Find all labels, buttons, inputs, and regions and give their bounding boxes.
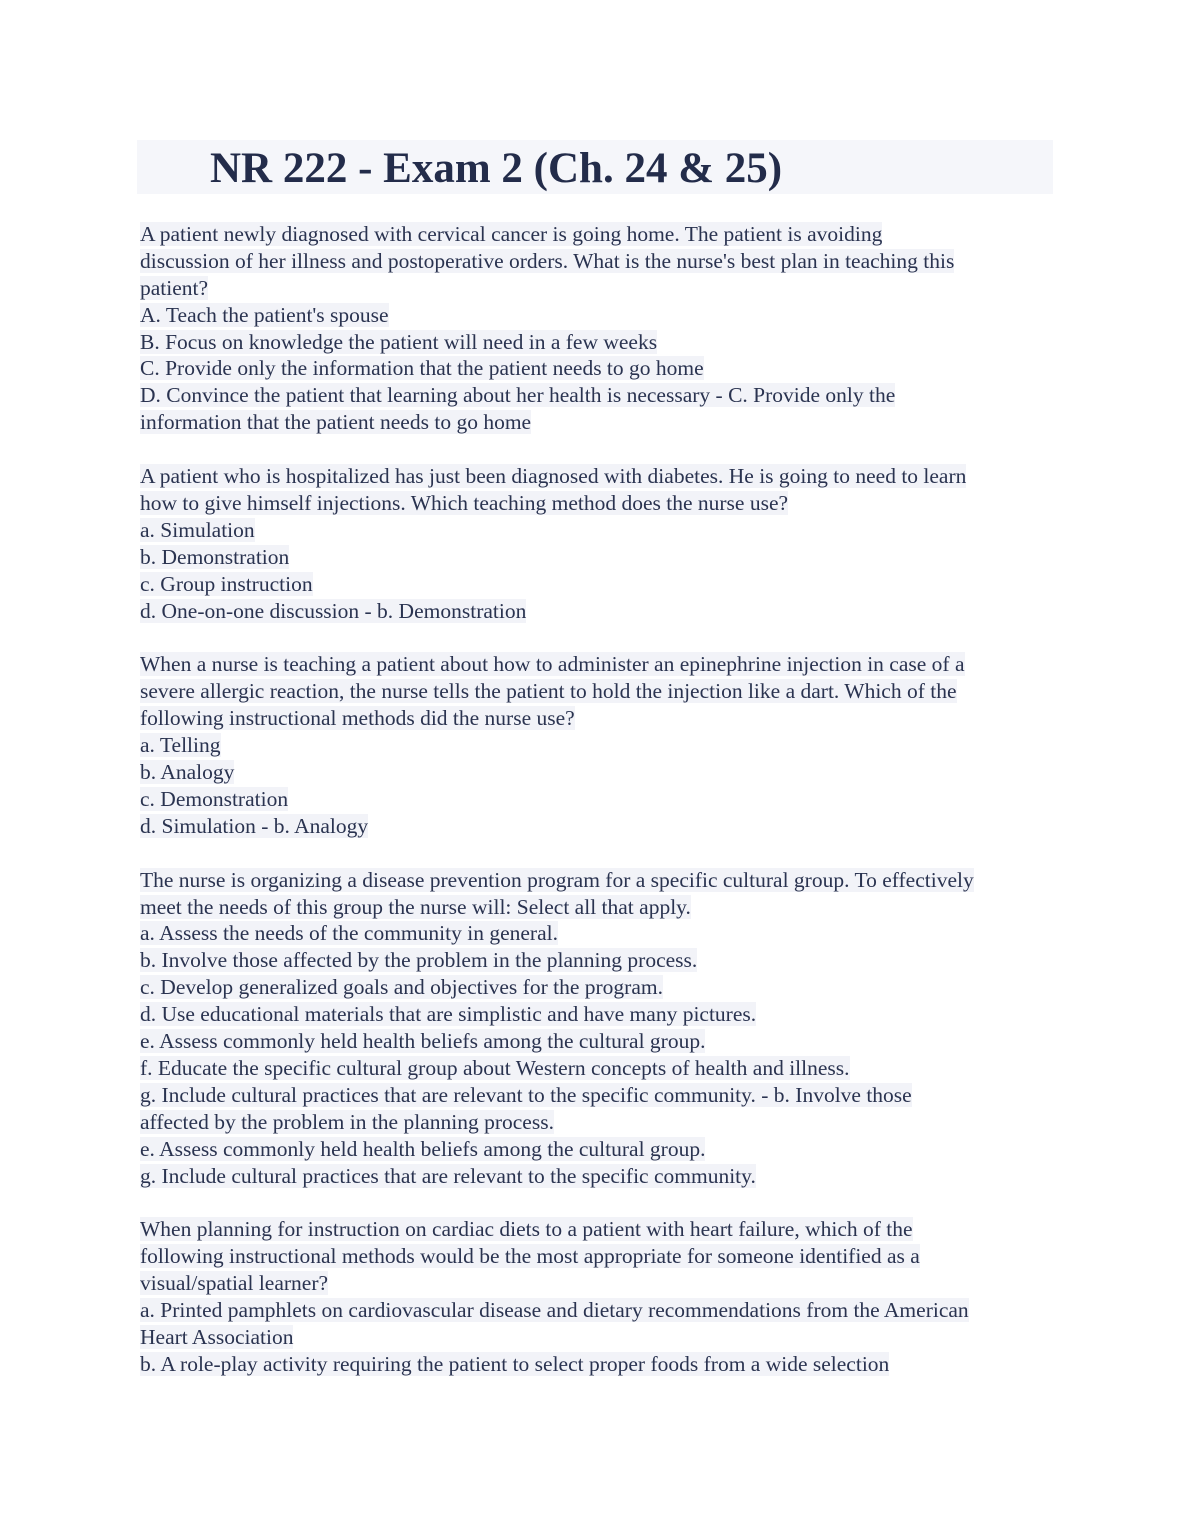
text-line: discussion of her illness and postoperative orders. What is the nurse's best plan in teaching this [140,248,955,273]
text-line: c. Group instruction [140,571,313,596]
page-title: NR 222 - Exam 2 (Ch. 24 & 25) [210,145,783,192]
text-line: e. Assess commonly held health beliefs among the cultural group. [140,1136,706,1161]
text-line: visual/spatial learner? [140,1271,329,1296]
text-line: g. Include cultural practices that are relevant to the specific community. - b. Involve those [140,1082,912,1107]
text-line: The nurse is organizing a disease prevention program for a specific cultural group. To effectively [140,867,974,892]
text-line: A. Teach the patient's spouse [140,302,389,327]
text-line: following instructional methods did the nurse use? [140,706,575,731]
text-line: b. A role-play activity requiring the patient to select proper foods from a wide selection [140,1351,890,1376]
question-block [140,651,1060,839]
question-block [140,1216,1060,1377]
text-line: C. Provide only the information that the patient needs to go home [140,356,704,381]
question-block [140,463,1060,624]
text-line: information that the patient needs to go home [140,410,532,435]
text-line: f. Educate the specific cultural group about Western concepts of health and illness. [140,1055,850,1080]
text-line: Heart Association [140,1324,294,1349]
document-body [140,221,1060,1405]
text-line: b. Analogy [140,760,235,785]
text-line: following instructional methods would be the most appropriate for someone identified as a [140,1244,920,1269]
text-line: A patient newly diagnosed with cervical cancer is going home. The patient is avoiding [140,222,883,246]
text-line: b. Demonstration [140,544,290,569]
text-line: c. Demonstration [140,786,289,811]
text-line: severe allergic reaction, the nurse tells the patient to hold the injection like a dart. Which of the [140,679,957,704]
text-line: g. Include cultural practices that are relevant to the specific community. [140,1163,756,1188]
text-line: When planning for instruction on cardiac diets to a patient with heart failure, which of the [140,1217,913,1242]
text-line: e. Assess commonly held health beliefs among the cultural group. [140,1029,706,1054]
text-line: a. Printed pamphlets on cardiovascular disease and dietary recommendations from the American [140,1298,969,1323]
text-line: d. Simulation - b. Analogy [140,813,369,838]
text-line: how to give himself injections. Which teaching method does the nurse use? [140,491,789,516]
text-line: D. Convince the patient that learning about her health is necessary - C. Provide only the [140,383,896,408]
question-block [140,867,1060,1190]
text-line: B. Focus on knowledge the patient will need in a few weeks [140,329,658,354]
text-line: d. Use educational materials that are simplistic and have many pictures. [140,1002,757,1027]
text-line: b. Involve those affected by the problem in the planning process. [140,948,698,973]
text-line: affected by the problem in the planning process. [140,1109,554,1134]
question-block [140,221,1060,436]
text-line: a. Simulation [140,517,255,542]
text-line: meet the needs of this group the nurse will: Select all that apply. [140,894,691,919]
text-line: When a nurse is teaching a patient about how to administer an epinephrine injection in case of a [140,652,965,677]
text-line: a. Telling [140,733,221,758]
text-line: c. Develop generalized goals and objectives for the program. [140,975,663,1000]
text-line: d. One-on-one discussion - b. Demonstration [140,598,527,623]
text-line: patient? [140,275,209,300]
text-line: A patient who is hospitalized has just been diagnosed with diabetes. He is going to need to learn [140,464,967,489]
text-line: a. Assess the needs of the community in general. [140,921,558,946]
